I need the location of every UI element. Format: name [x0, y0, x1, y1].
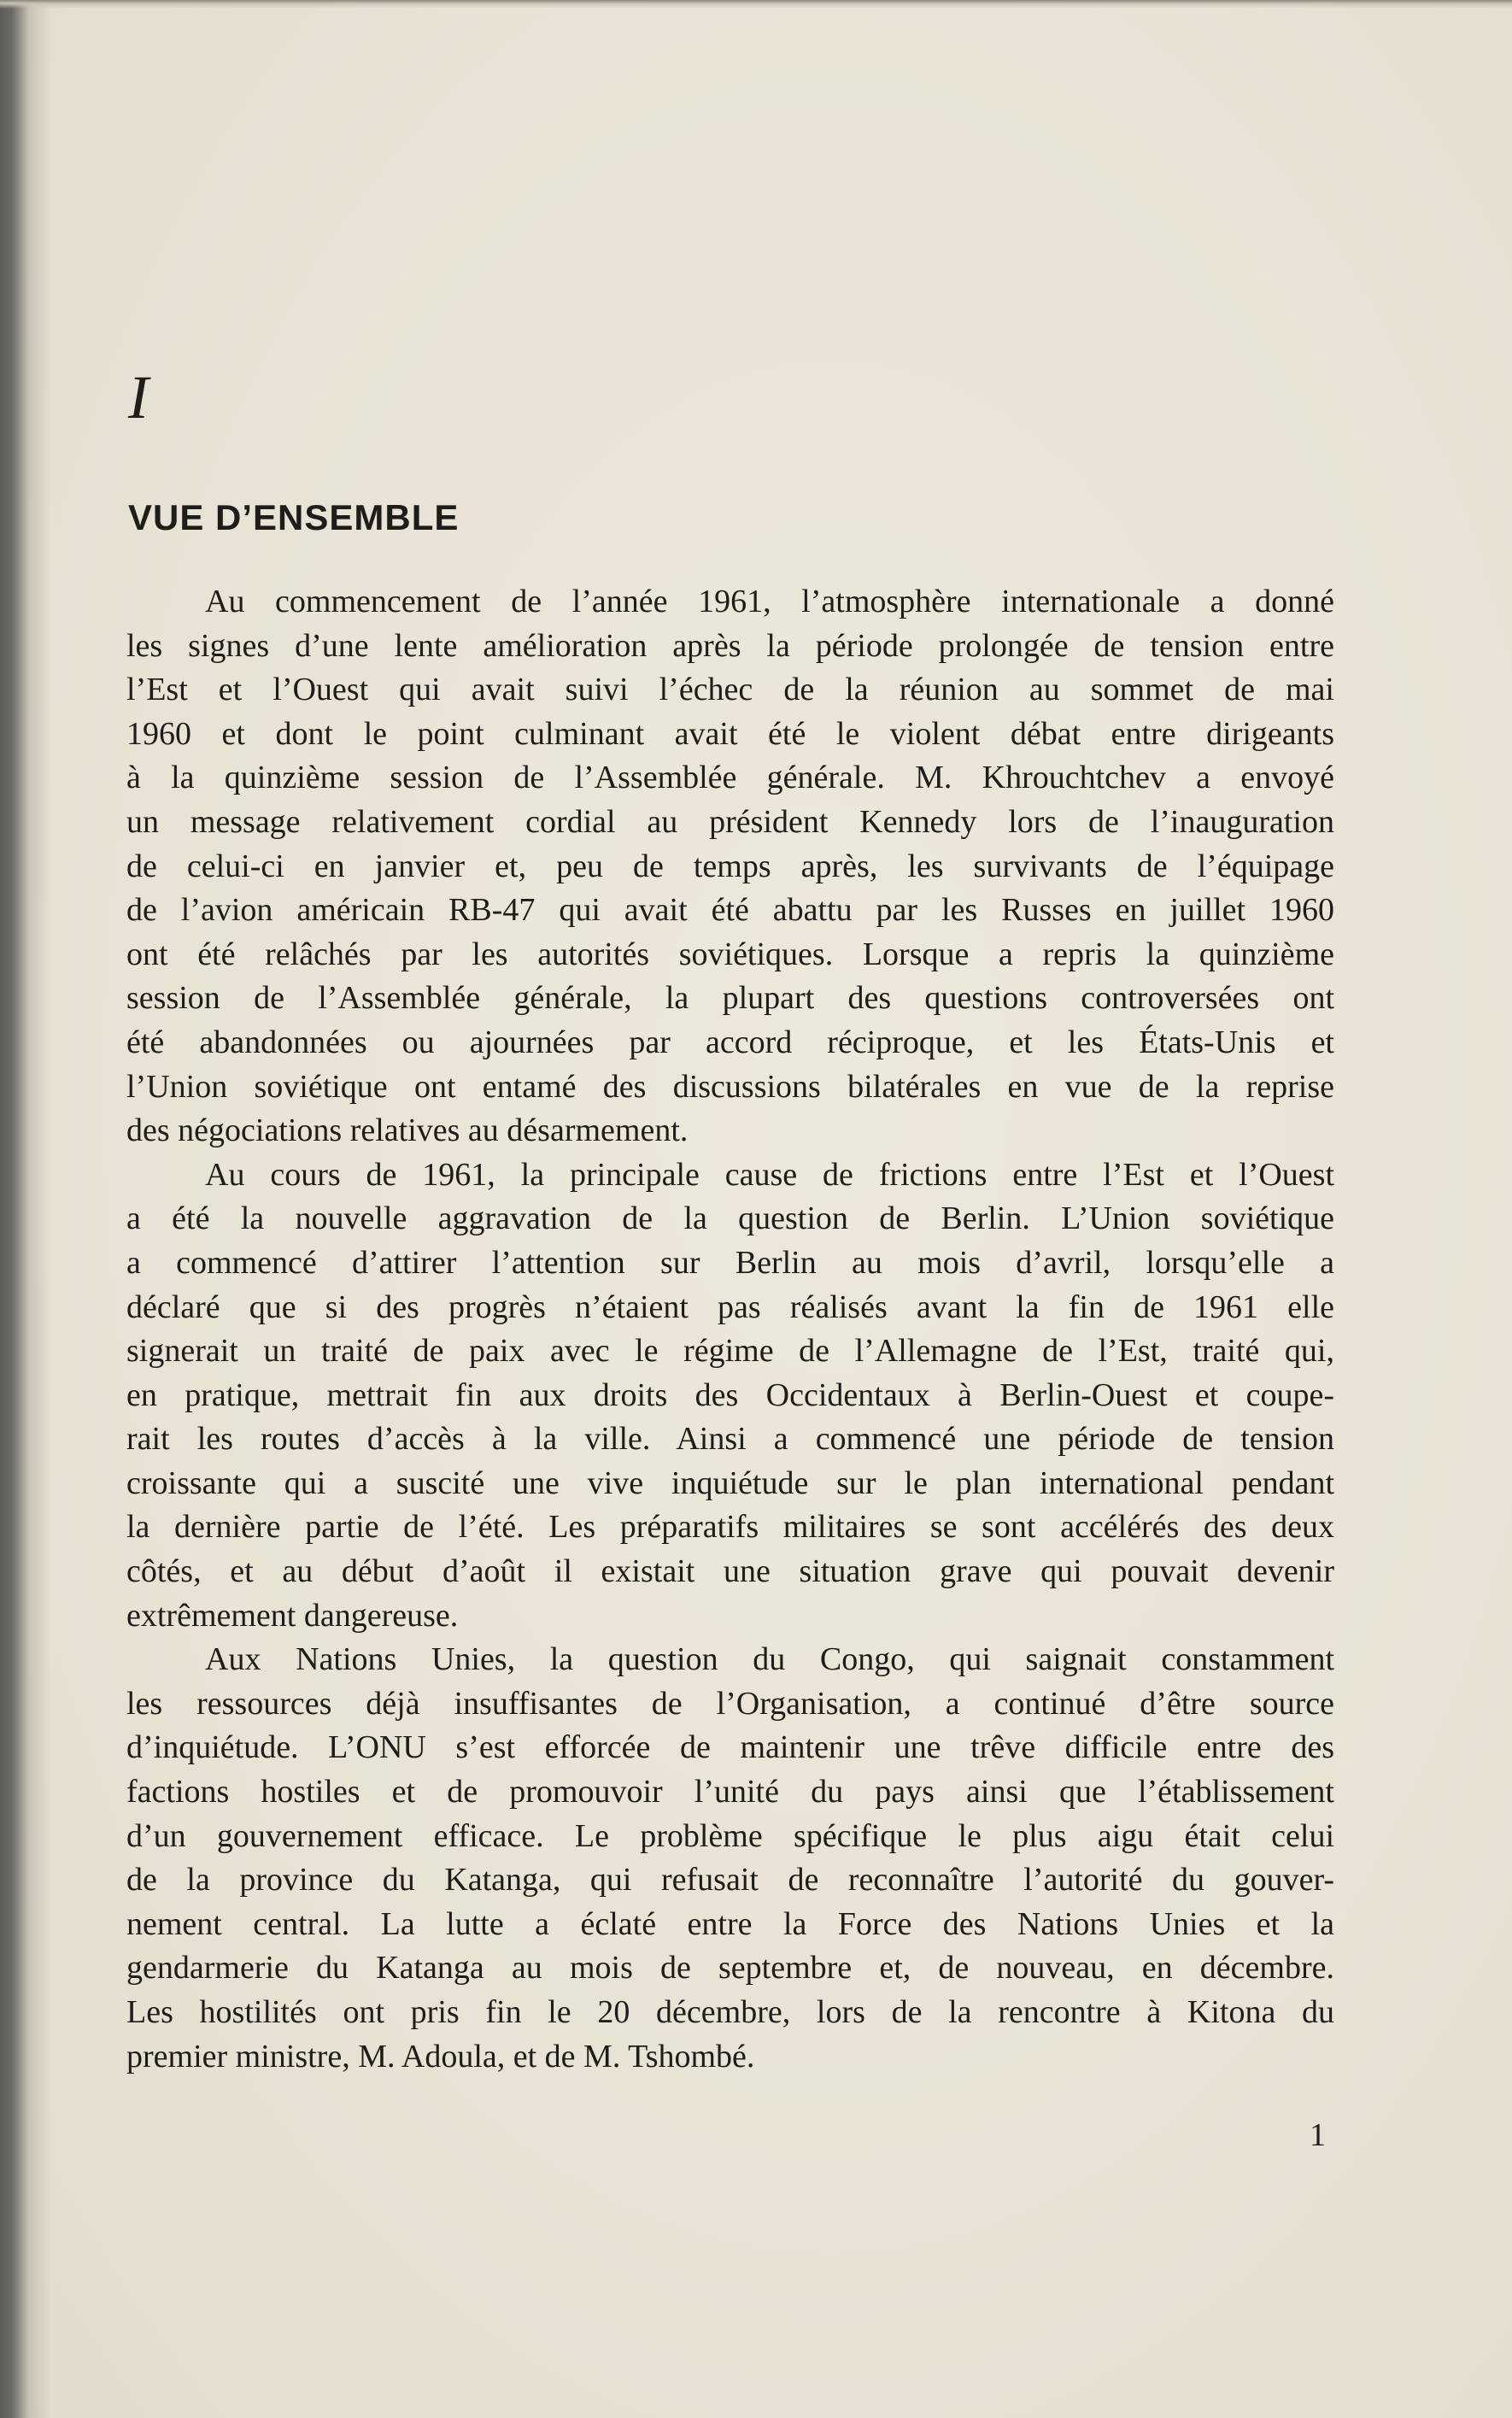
paragraph [126, 1638, 1334, 2079]
body-text [126, 580, 1334, 2079]
text-line: de la province du Katanga, qui refusait de reconnaître l’autorité du gouver- [126, 1862, 1334, 1899]
text-line: croissante qui a suscité une vive inquiétude sur le plan international pendant [126, 1464, 1334, 1501]
text-line: premier ministre, M. Adoula, et de M. Tshombé. [126, 2038, 755, 2075]
text-line: côtés, et au début d’août il existait une situation grave qui pouvait devenir [126, 1553, 1334, 1590]
text-line: un message relativement cordial au président Kennedy lors de l’inauguration [126, 803, 1334, 840]
text-line: Au commencement de l’année 1961, l’atmosphère internationale a donné [205, 584, 1334, 619]
text-line: des négociations relatives au désarmement. [126, 1112, 689, 1149]
text-line: Les hostilités ont pris fin le 20 décembre, lors de la rencontre à Kitona du [126, 1994, 1334, 2030]
text-line: la dernière partie de l’été. Les préparatifs militaires se sont accélérés des deux [126, 1509, 1334, 1546]
text-line: a été la nouvelle aggravation de la question de Berlin. L’Union soviétique [126, 1200, 1334, 1237]
text-line: extrêmement dangereuse. [126, 1597, 459, 1634]
text-line: rait les routes d’accès à la ville. Ainsi a commencé une période de tension [126, 1421, 1334, 1458]
paragraph [126, 580, 1334, 1153]
text-line: a commencé d’attirer l’attention sur Berlin au mois d’avril, lorsqu’elle a [126, 1244, 1334, 1281]
text-line: de celui-ci en janvier et, peu de temps après, les survivants de l’équipage [126, 848, 1334, 884]
text-line: à la quinzième session de l’Assemblée générale. M. Khrouchtchev a envoyé [126, 760, 1334, 796]
text-line: Au cours de 1961, la principale cause de frictions entre l’Est et l’Ouest [205, 1156, 1334, 1193]
text-line: les signes d’une lente amélioration après la période prolongée de tension entre [126, 627, 1334, 664]
text-line: l’Union soviétique ont entamé des discussions bilatérales en vue de la reprise [126, 1068, 1334, 1105]
page-binding-shadow [0, 0, 51, 2418]
text-line: déclaré que si des progrès n’étaient pas réalisés avant la fin de 1961 elle [126, 1288, 1334, 1325]
text-line: été abandonnées ou ajournées par accord réciproque, et les États-Unis et [126, 1024, 1334, 1060]
text-line: 1960 et dont le point culminant avait été le violent débat entre dirigeants [126, 715, 1334, 752]
text-line: signerait un traité de paix avec le régime de l’Allemagne de l’Est, traité qui, [126, 1333, 1334, 1370]
page-top-edge [0, 0, 1512, 9]
text-line: factions hostiles et de promouvoir l’unité du pays ainsi que l’établissement [126, 1774, 1334, 1811]
text-line: session de l’Assemblée générale, la plupart des questions controversées ont [126, 980, 1334, 1017]
chapter-title: VUE D’ENSEMBLE [128, 497, 460, 537]
text-line: d’inquiétude. L’ONU s’est efforcée de maintenir une trêve difficile entre des [126, 1729, 1334, 1766]
text-line: Aux Nations Unies, la question du Congo, qui saignait constamment [205, 1641, 1334, 1678]
text-line: gendarmerie du Katanga au mois de septembre et, de nouveau, en décembre. [126, 1950, 1334, 1987]
paragraph [126, 1153, 1334, 1639]
page-number: 1 [1310, 2117, 1326, 2153]
text-line: en pratique, mettrait fin aux droits des Occidentaux à Berlin-Ouest et coupe- [126, 1376, 1334, 1413]
chapter-number: I [128, 363, 149, 431]
text-line: les ressources déjà insuffisantes de l’Organisation, a continué d’être source [126, 1685, 1334, 1722]
text-line: ont été relâchés par les autorités soviétiques. Lorsque a repris la quinzième [126, 936, 1334, 972]
text-line: de l’avion américain RB-47 qui avait été abattu par les Russes en juillet 1960 [126, 892, 1334, 929]
text-line: l’Est et l’Ouest qui avait suivi l’échec de la réunion au sommet de mai [126, 672, 1334, 708]
text-line: d’un gouvernement efficace. Le problème spécifique le plus aigu était celui [126, 1817, 1334, 1854]
text-line: nement central. La lutte a éclaté entre la Force des Nations Unies et la [126, 1905, 1334, 1942]
